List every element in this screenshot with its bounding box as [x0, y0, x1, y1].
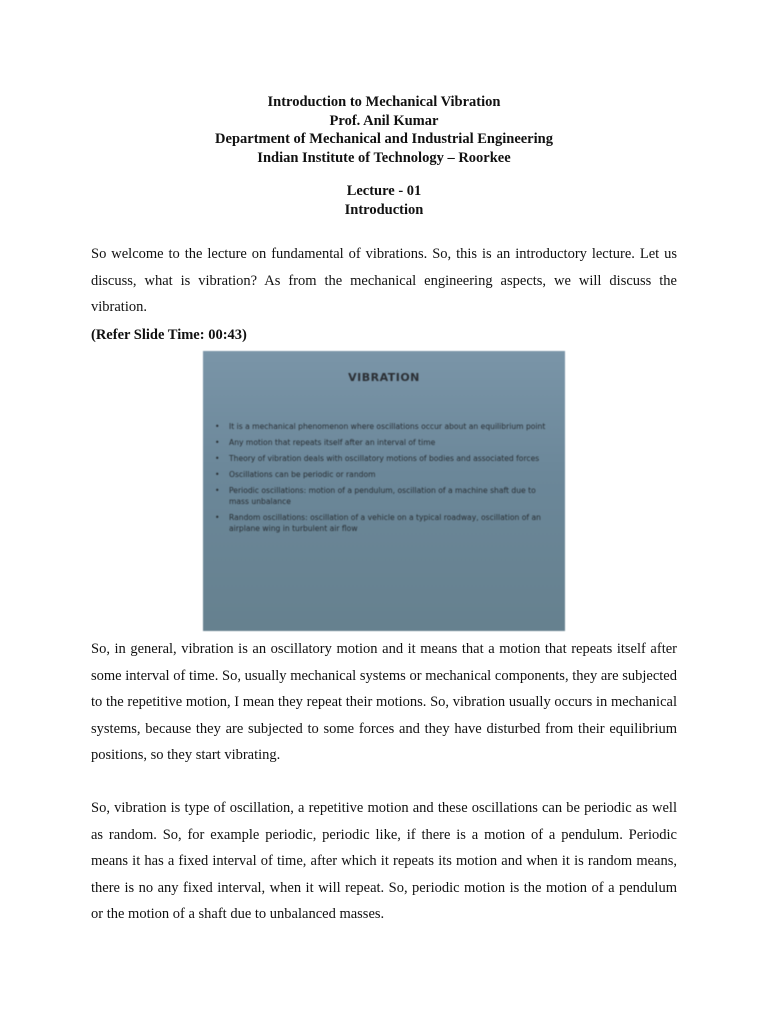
department-name: Department of Mechanical and Industrial Engineering [215, 131, 553, 147]
slide-time-reference: (Refer Slide Time: 00:43) [91, 327, 247, 343]
slide-bullet-text: Periodic oscillations: motion of a pendulum, oscillation of a machine shaft due to mass unbalance [229, 486, 536, 506]
slide-bullet-text: Oscillations can be periodic or random [229, 470, 376, 479]
slide-bullet-text: Random oscillations: oscillation of a vehicle on a typical roadway, oscillation of an airplane wing in turbulent air flow [229, 513, 541, 533]
professor-name: Prof. Anil Kumar [329, 112, 439, 129]
paragraph-vibration-definition: So, in general, vibration is an oscillatory motion and it means that a motion that repeats itself after some interval of time. So, usually mechanical systems or mechanical components, they are subjected to the repetitive motion, I mean they repeat their motions. So, vibration usually occurs in mechanical systems, because they are subjected to some forces and they have disturbed from their equilibrium positions, so they start vibrating. [91, 641, 677, 763]
slide-bullet [215, 512, 555, 534]
institute-name: Indian Institute of Technology – Roorkee [257, 149, 511, 166]
lecture-heading [0, 182, 768, 219]
bullet-icon: • [215, 422, 220, 431]
slide-bullet [215, 469, 555, 480]
course-title: Introduction to Mechanical Vibration [267, 94, 501, 110]
bullet-icon: • [215, 513, 220, 522]
slide-bullet [215, 421, 555, 432]
slide-title: VIBRATION [348, 371, 420, 384]
lecture-slide-image [203, 351, 565, 631]
slide-bullet [215, 437, 555, 448]
paragraph-periodic-random: So, vibration is type of oscillation, a repetitive motion and these oscillations can be periodic as well as random. So, for example periodic, periodic like, if there is a motion of a pendulum. Periodic means it has a fixed interval of time, after which it repeats its motion and when it is random means, there is no any fixed interval, when it will repeat. So, periodic motion is the motion of a pendulum or the motion of a shaft due to unbalanced masses. [91, 800, 677, 922]
lecture-title: Introduction [344, 201, 424, 218]
slide-bullet [215, 453, 555, 464]
slide-bullet-text: Theory of vibration deals with oscillatory motions of bodies and associated forces [229, 454, 540, 463]
slide-bullet-text: It is a mechanical phenomenon where oscillations occur about an equilibrium point [229, 422, 546, 431]
bullet-icon: • [215, 470, 220, 479]
slide-bullet-list [215, 421, 555, 539]
bullet-icon: • [215, 454, 220, 463]
document-header [0, 93, 768, 167]
lecture-number: Lecture - 01 [346, 183, 422, 199]
bullet-icon: • [215, 438, 220, 447]
slide-bullet [215, 485, 555, 507]
bullet-icon: • [215, 486, 220, 495]
paragraph-intro: So welcome to the lecture on fundamental of vibrations. So, this is an introductory lecture. Let us discuss, what is vibration? As from the mechanical engineering aspects, we will discuss the vibration. [91, 246, 677, 315]
slide-bullet-text: Any motion that repeats itself after an interval of time [229, 438, 436, 447]
